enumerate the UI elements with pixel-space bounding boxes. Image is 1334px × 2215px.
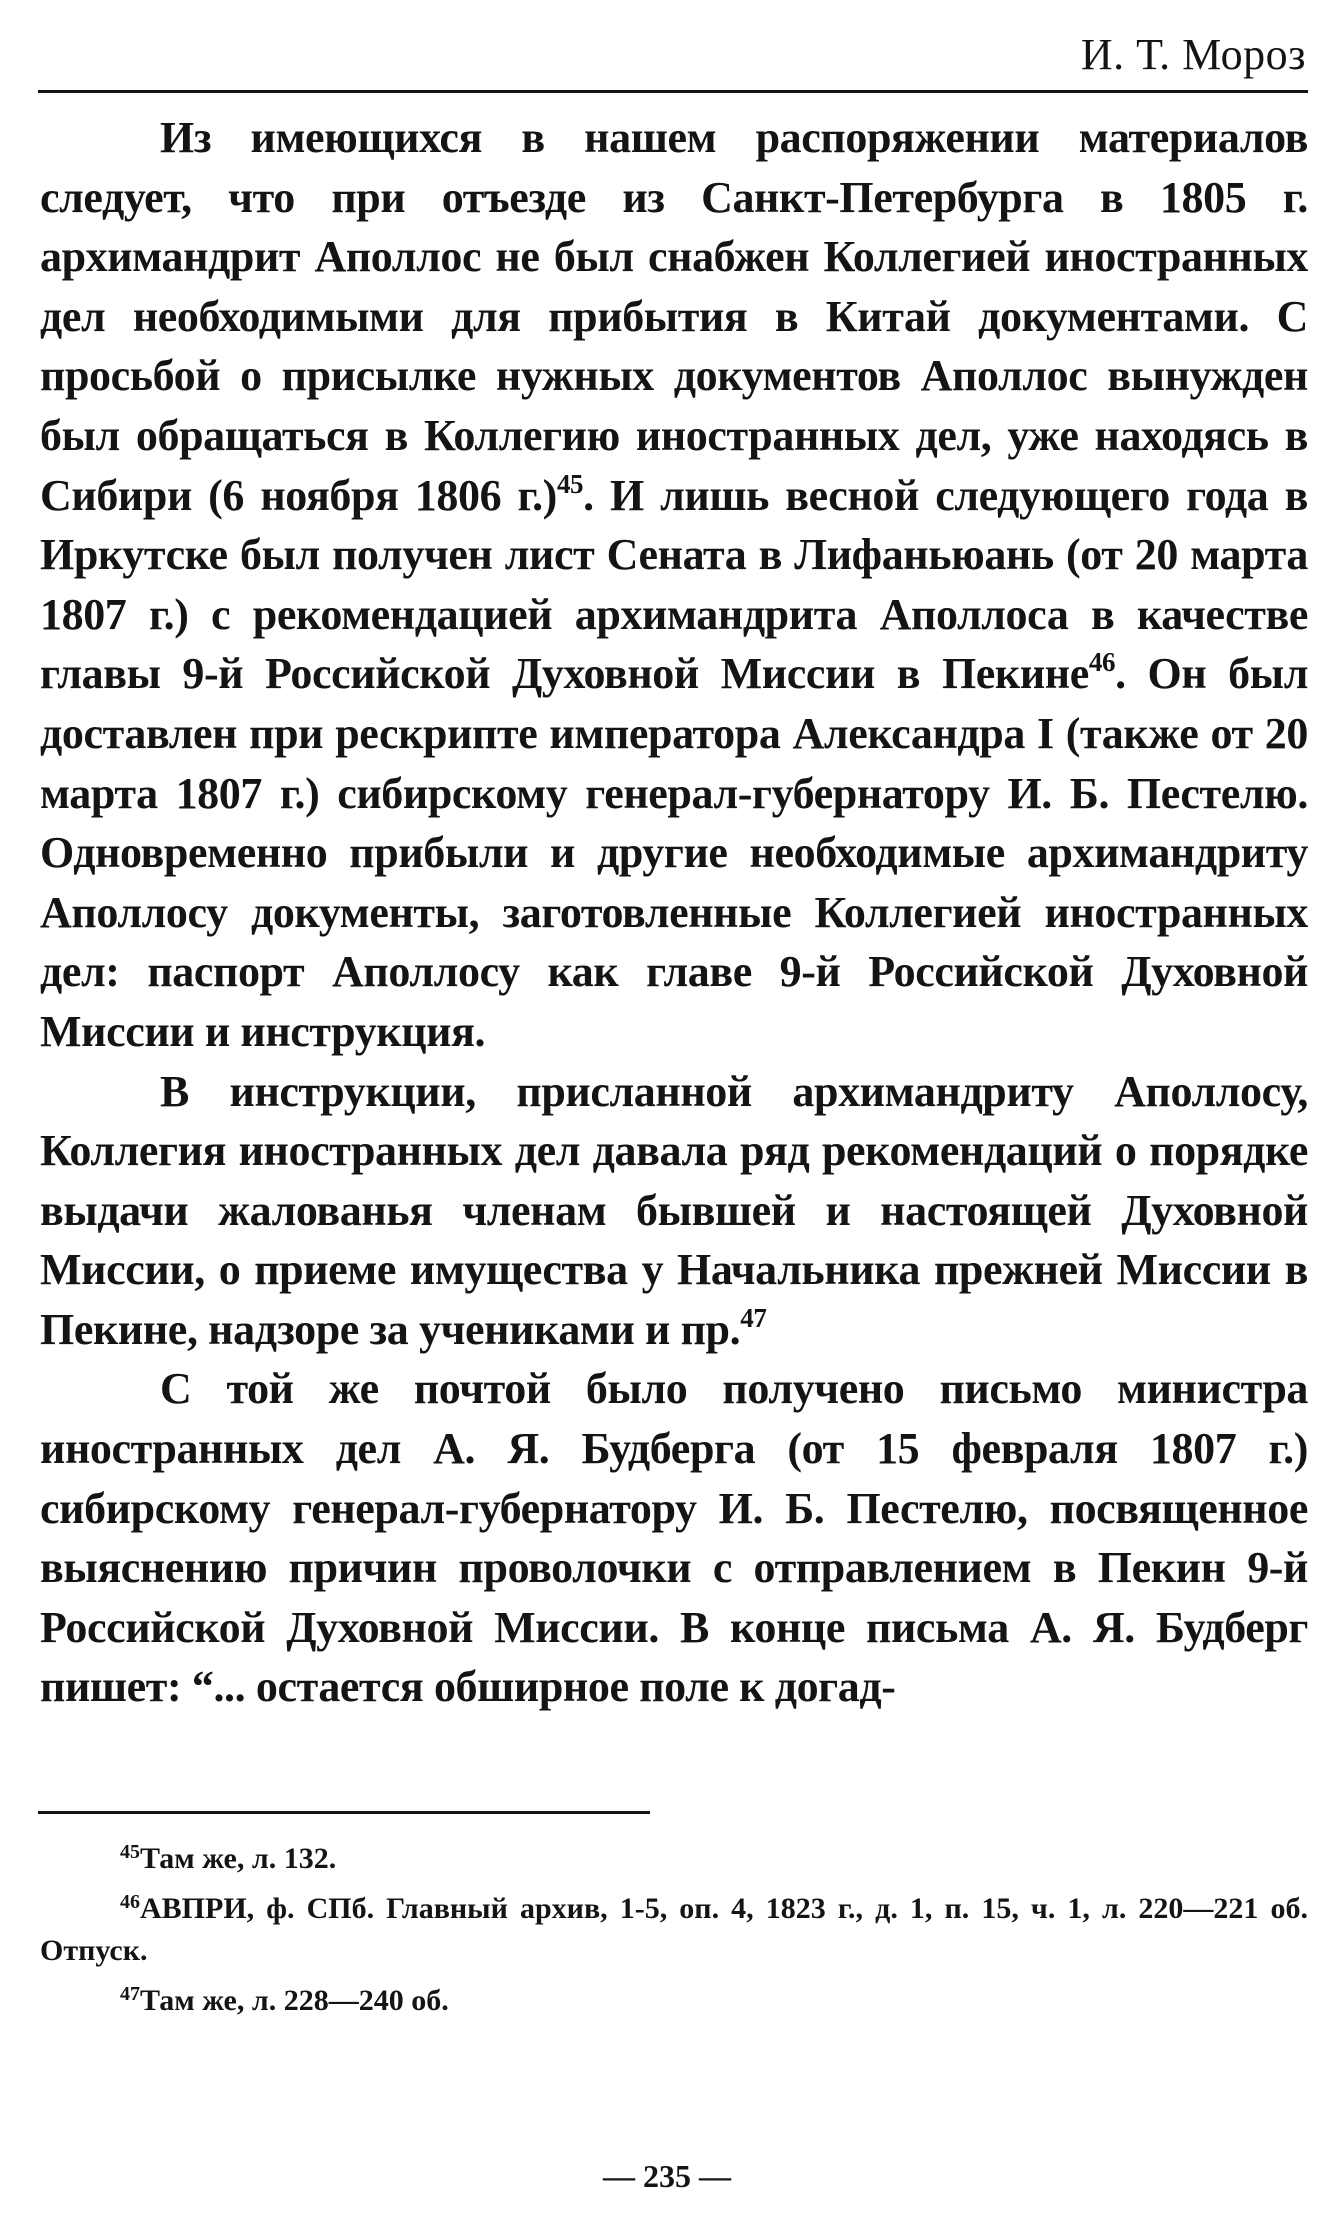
paragraph: [40, 108, 1308, 1062]
footnote: [40, 1980, 1308, 2022]
paragraph: [40, 1359, 1308, 1717]
footnote-text: Там же, л. 228—240 об.: [140, 1984, 449, 2017]
footnote: [40, 1838, 1308, 1880]
footnote: [40, 1888, 1308, 1972]
paragraph-text: Из имеющихся в нашем распоряжении материалов следует, что при отъезде из Санкт-Петербурга в 1805 г. архимандрит Аполлос не был снабжен Коллегией иностранных дел необходимыми для прибытия в Китай документами. С просьбой о присылке нужных документов Аполлос вынужден был обращаться в Коллегию иностранных дел, уже находясь в Сибири (6 ноября 1806 г.): [40, 113, 1308, 520]
footnote-ref-45[interactable]: 45: [556, 468, 584, 499]
paragraph-text: . И лишь весной следующего года в Иркутске был получен лист Сената в Лифаньюань (от 20 марта 1807 г.) с рекомендацией архимандрита Аполлоса в качестве главы 9-й Российской Духовной Миссии в Пекине: [40, 470, 1308, 699]
footnote-number: 47: [120, 1983, 140, 2005]
paragraph-text: В инструкции, присланной архимандриту Аполлосу, Коллегия иностранных дел давала ряд рекомендаций о порядке выдачи жалованья членам бывшей и настоящей Духовной Миссии, о приеме имущества у Начальника прежней Миссии в Пекине, надзоре за учениками и пр.: [40, 1066, 1308, 1354]
footnote-text: АВПРИ, ф. СПб. Главный архив, 1-5, оп. 4, 1823 г., д. 1, п. 15, ч. 1, л. 220—221 об. Отпуск.: [40, 1892, 1308, 1967]
footnote-number: 45: [120, 1841, 140, 1863]
footnote-rule: [38, 1811, 650, 1814]
header-rule: [38, 90, 1308, 93]
footnote-text: Там же, л. 132.: [140, 1842, 337, 1875]
footnote-number: 46: [120, 1891, 140, 1913]
main-text: [40, 108, 1308, 1717]
paragraph-text: . Он был доставлен при рескрипте императора Александра I (также от 20 марта 1807 г.) сибирскому генерал-губернатору И. Б. Пестелю. Одновременно прибыли и другие необходимые архимандриту Аполлосу документы, заготовленные Коллегией иностранных дел: паспорт Аполлосу как главе 9-й Российской Духовной Миссии и инструкция.: [40, 649, 1308, 1056]
page-number: — 235 —: [603, 2158, 731, 2194]
footnote-ref-47[interactable]: 47: [740, 1302, 767, 1333]
paragraph: [40, 1062, 1308, 1360]
paragraph-text: С той же почтой было получено письмо министра иностранных дел А. Я. Будберга (от 15 февраля 1807 г.) сибирскому генерал-губернатору И. Б. Пестелю, посвященное выяснению причин проволочки с отправлением в Пекин 9-й Российской Духовной Миссии. В конце письма А. Я. Будберг пишет: “... остается обширное поле к догад-: [40, 1364, 1308, 1712]
running-head: И. Т. Мороз: [1080, 30, 1306, 79]
footnote-ref-46[interactable]: 46: [1088, 647, 1116, 678]
footnotes: [40, 1838, 1308, 2030]
